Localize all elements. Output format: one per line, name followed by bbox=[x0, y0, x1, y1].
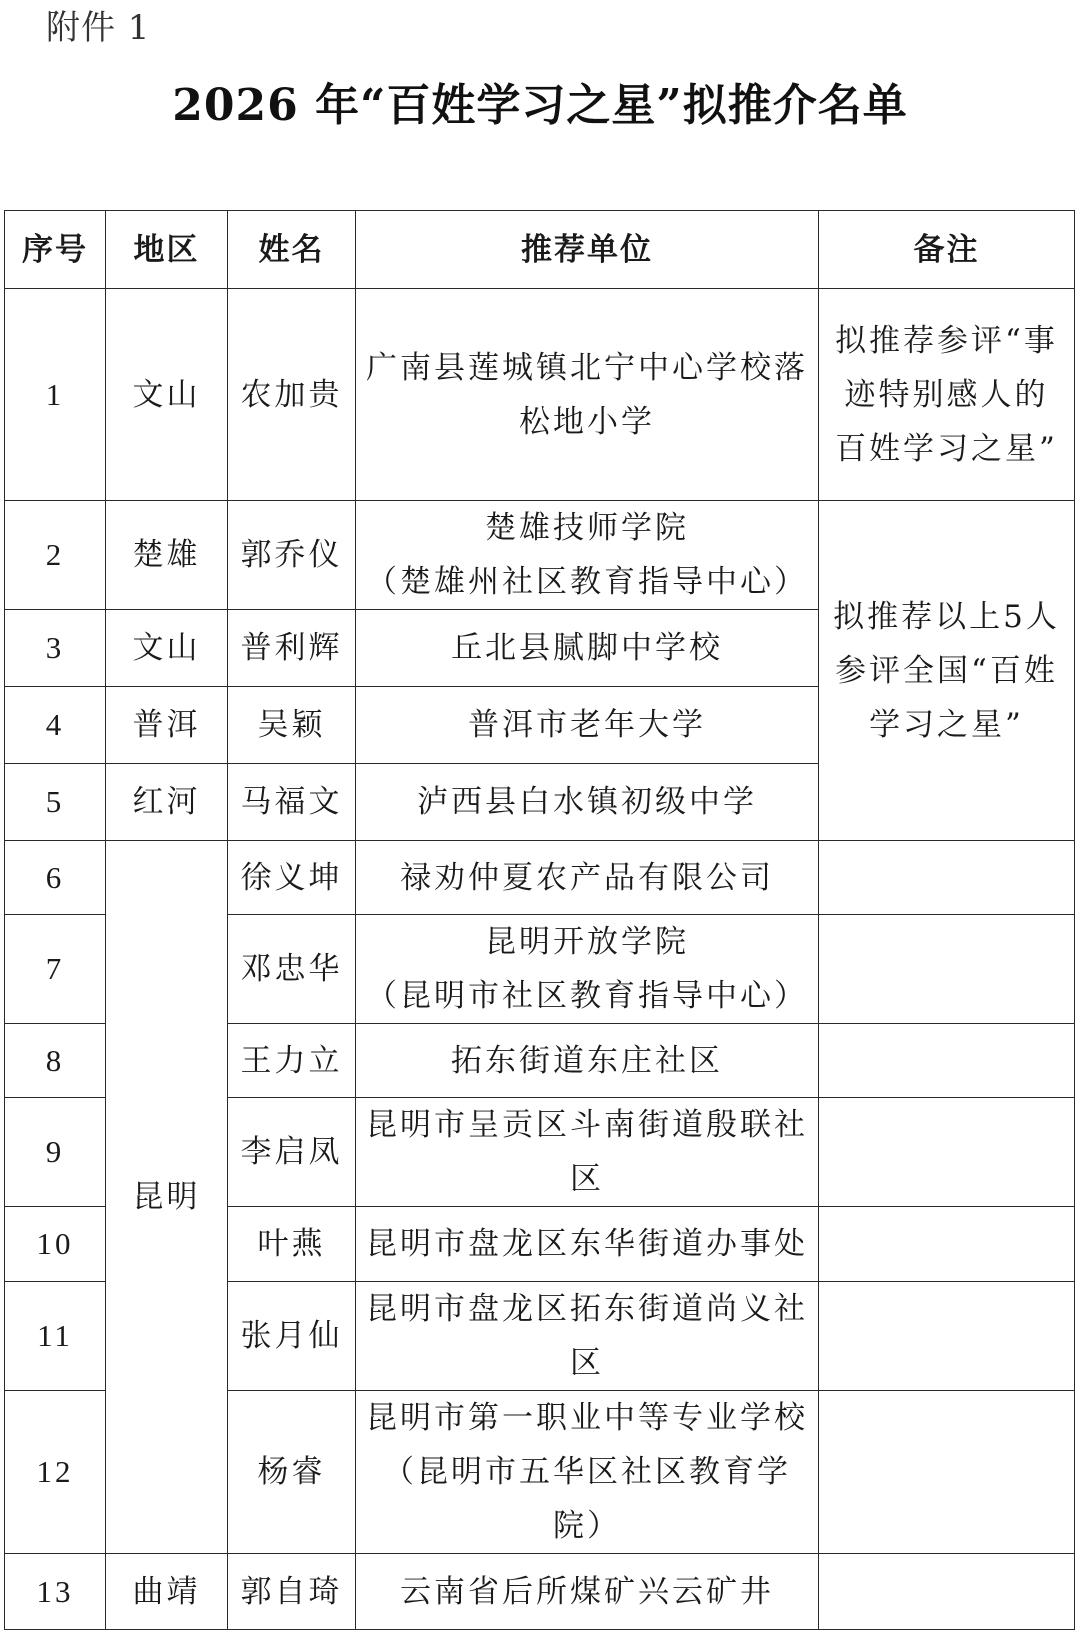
cell-name: 王力立 bbox=[228, 1024, 356, 1098]
cell-unit: 云南省后所煤矿兴云矿井 bbox=[356, 1554, 819, 1630]
cell-seq: 1 bbox=[5, 289, 106, 501]
header-name: 姓名 bbox=[228, 211, 356, 289]
cell-unit: 昆明市盘龙区东华街道办事处 bbox=[356, 1207, 819, 1282]
cell-note bbox=[819, 1554, 1075, 1630]
cell-region: 文山 bbox=[106, 610, 228, 687]
cell-seq: 7 bbox=[5, 915, 106, 1024]
cell-unit: 拓东街道东庄社区 bbox=[356, 1024, 819, 1098]
cell-name: 邓忠华 bbox=[228, 915, 356, 1024]
document-title: 2026 年“百姓学习之星”拟推介名单 bbox=[172, 80, 908, 131]
table-row bbox=[5, 501, 1075, 610]
cell-unit: 泸西县白水镇初级中学 bbox=[356, 764, 819, 841]
cell-seq: 5 bbox=[5, 764, 106, 841]
header-seq: 序号 bbox=[5, 211, 106, 289]
cell-note bbox=[819, 1391, 1075, 1554]
unit-line: （昆明市五华区社区教育学院） bbox=[383, 1454, 791, 1544]
cell-name: 农加贵 bbox=[228, 289, 356, 501]
cell-unit: 昆明市盘龙区拓东街道尚义社区 bbox=[356, 1282, 819, 1391]
unit-line: 昆明开放学院 bbox=[485, 924, 689, 960]
cell-region: 红河 bbox=[106, 764, 228, 841]
cell-unit: 禄劝仲夏农产品有限公司 bbox=[356, 841, 819, 915]
cell-note bbox=[819, 841, 1075, 915]
cell-seq: 11 bbox=[5, 1282, 106, 1391]
cell-name: 普利辉 bbox=[228, 610, 356, 687]
cell-seq: 6 bbox=[5, 841, 106, 915]
cell-unit bbox=[356, 915, 819, 1024]
header-unit: 推荐单位 bbox=[356, 211, 819, 289]
cell-unit bbox=[356, 501, 819, 610]
cell-unit: 普洱市老年大学 bbox=[356, 687, 819, 764]
cell-note bbox=[819, 1098, 1075, 1207]
cell-note bbox=[819, 915, 1075, 1024]
cell-region: 曲靖 bbox=[106, 1554, 228, 1630]
table-row bbox=[5, 289, 1075, 501]
cell-note bbox=[819, 1282, 1075, 1391]
cell-seq: 13 bbox=[5, 1554, 106, 1630]
cell-note bbox=[819, 1207, 1075, 1282]
cell-name: 郭自琦 bbox=[228, 1554, 356, 1630]
cell-name: 马福文 bbox=[228, 764, 356, 841]
cell-seq: 4 bbox=[5, 687, 106, 764]
cell-seq: 2 bbox=[5, 501, 106, 610]
header-region: 地区 bbox=[106, 211, 228, 289]
table-header-row bbox=[5, 211, 1075, 289]
table-row bbox=[5, 1554, 1075, 1630]
cell-seq: 10 bbox=[5, 1207, 106, 1282]
cell-name: 徐义坤 bbox=[228, 841, 356, 915]
cell-name: 李启凤 bbox=[228, 1098, 356, 1207]
cell-note bbox=[819, 1024, 1075, 1098]
cell-seq: 8 bbox=[5, 1024, 106, 1098]
header-note: 备注 bbox=[819, 211, 1075, 289]
unit-line: （楚雄州社区教育指导中心） bbox=[366, 564, 808, 600]
nominee-table bbox=[4, 210, 1075, 1630]
cell-note: 拟推荐以上5人参评全国“百姓学习之星” bbox=[819, 501, 1075, 841]
cell-region: 普洱 bbox=[106, 687, 228, 764]
cell-region: 昆明 bbox=[106, 841, 228, 1554]
table-row bbox=[5, 841, 1075, 915]
cell-seq: 3 bbox=[5, 610, 106, 687]
attachment-label: 附件 1 bbox=[46, 8, 151, 48]
cell-name: 叶燕 bbox=[228, 1207, 356, 1282]
cell-unit: 丘北县腻脚中学校 bbox=[356, 610, 819, 687]
unit-line: （昆明市社区教育指导中心） bbox=[366, 978, 808, 1014]
cell-region: 楚雄 bbox=[106, 501, 228, 610]
cell-unit bbox=[356, 1391, 819, 1554]
cell-seq: 12 bbox=[5, 1391, 106, 1554]
cell-unit: 广南县莲城镇北宁中心学校落松地小学 bbox=[356, 289, 819, 501]
cell-name: 郭乔仪 bbox=[228, 501, 356, 610]
cell-name: 吴颖 bbox=[228, 687, 356, 764]
unit-line: 楚雄技师学院 bbox=[485, 510, 689, 546]
cell-name: 张月仙 bbox=[228, 1282, 356, 1391]
cell-seq: 9 bbox=[5, 1098, 106, 1207]
cell-region: 文山 bbox=[106, 289, 228, 501]
cell-note: 拟推荐参评“事迹特别感人的百姓学习之星” bbox=[819, 289, 1075, 501]
cell-unit: 昆明市呈贡区斗南街道殷联社区 bbox=[356, 1098, 819, 1207]
unit-line: 昆明市第一职业中等专业学校 bbox=[366, 1400, 808, 1436]
cell-name: 杨睿 bbox=[228, 1391, 356, 1554]
